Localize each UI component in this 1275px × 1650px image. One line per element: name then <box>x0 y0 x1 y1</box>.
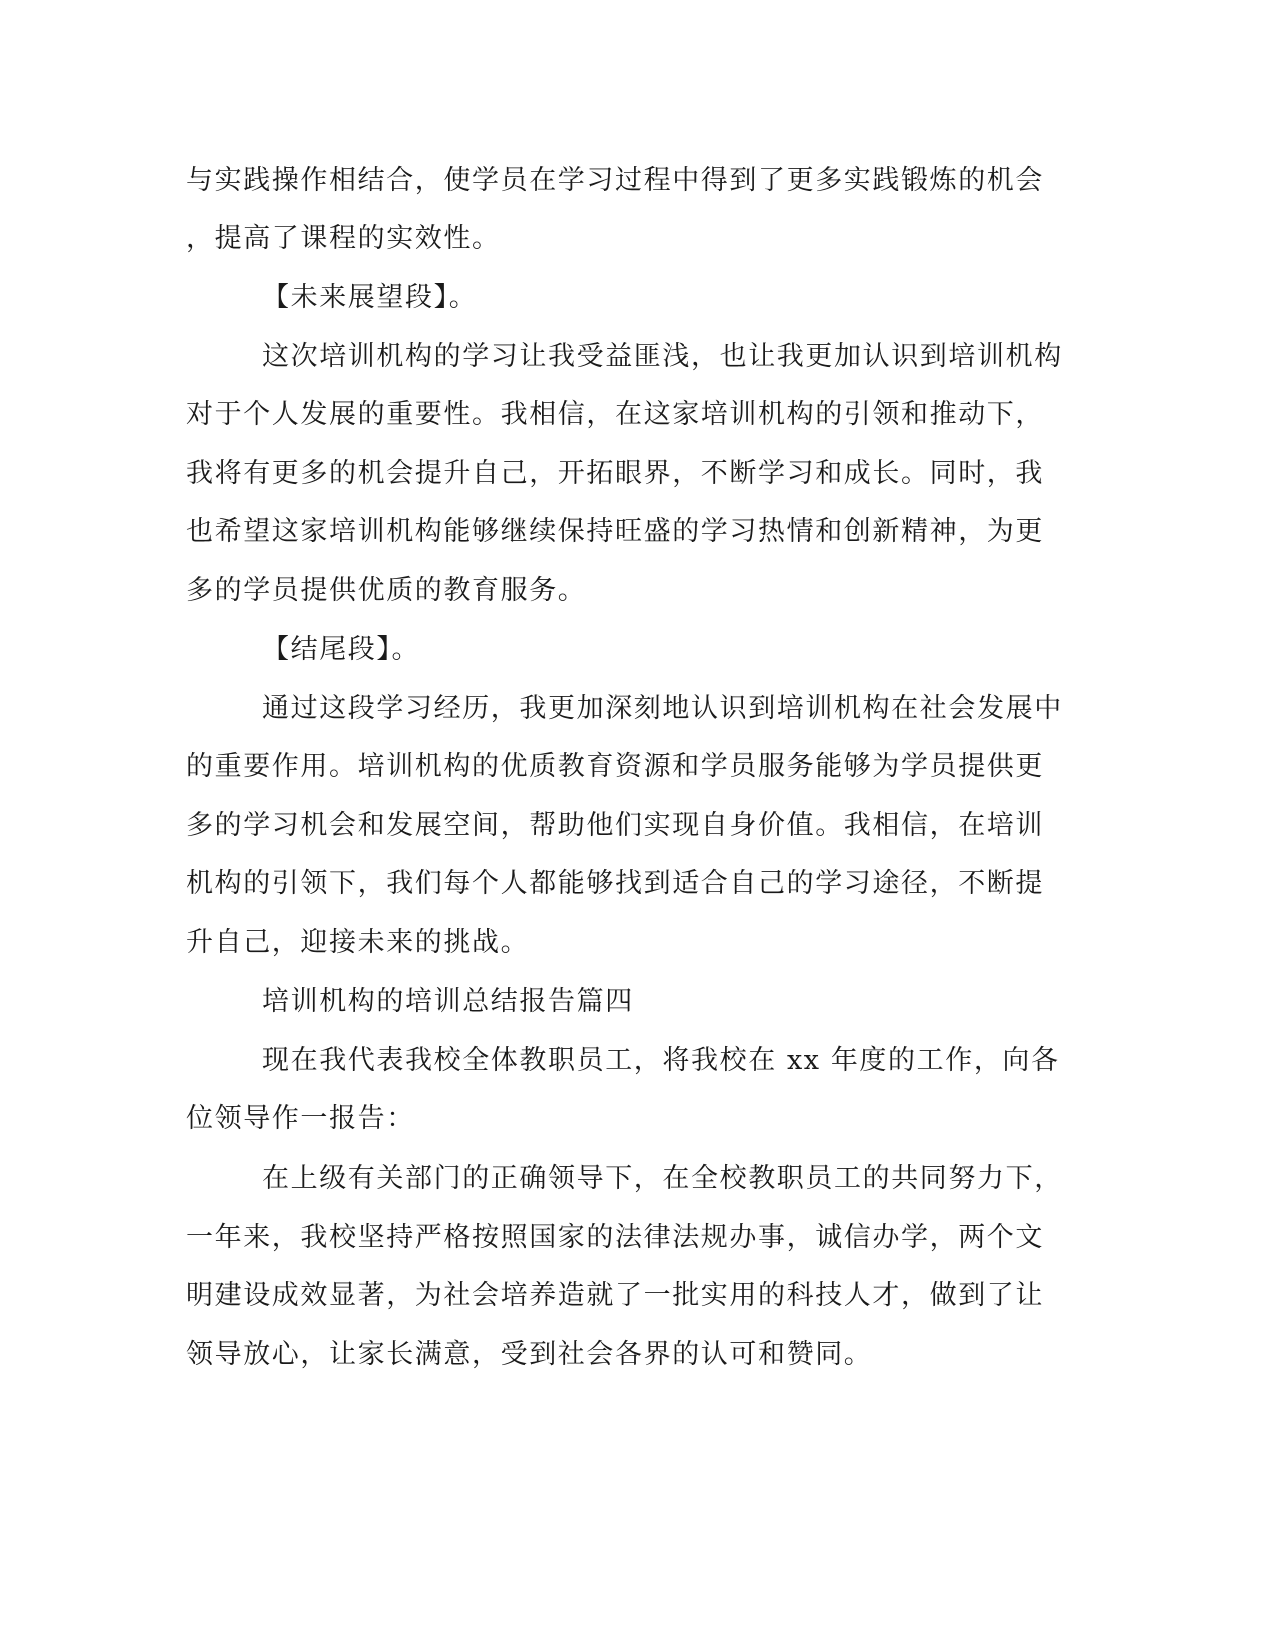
section-heading-future-outlook: 【未来展望段】。 <box>262 282 478 313</box>
paragraph-line: 这次培训机构的学习让我受益匪浅，也让我更加认识到培训机构 <box>262 341 1063 372</box>
paragraph-line: 明建设成效显著，为社会培养造就了一批实用的科技人才，做到了让 <box>186 1280 1044 1311</box>
paragraph-line: 多的学习机会和发展空间，帮助他们实现自身价值。我相信，在培训 <box>186 810 1044 841</box>
paragraph-line: 的重要作用。培训机构的优质教育资源和学员服务能够为学员提供更 <box>186 751 1044 782</box>
paragraph-line: 一年来，我校坚持严格按照国家的法律法规办事，诚信办学，两个文 <box>186 1222 1044 1253</box>
paragraph-line: 位领导作一报告： <box>186 1103 415 1134</box>
paragraph-line: 升自己，迎接未来的挑战。 <box>186 927 530 958</box>
paragraph-line: 通过这段学习经历，我更加深刻地认识到培训机构在社会发展中 <box>262 693 1063 724</box>
report-title: 培训机构的培训总结报告篇四 <box>262 986 634 1017</box>
paragraph-line: 我将有更多的机会提升自己，开拓眼界，不断学习和成长。同时，我 <box>186 458 1044 489</box>
paragraph-line: 机构的引领下，我们每个人都能够找到适合自己的学习途径，不断提 <box>186 868 1044 899</box>
paragraph-line: 与实践操作相结合，使学员在学习过程中得到了更多实践锻炼的机会 <box>186 165 1044 196</box>
paragraph-line: 对于个人发展的重要性。我相信，在这家培训机构的引领和推动下， <box>186 399 1044 430</box>
paragraph-line: 多的学员提供优质的教育服务。 <box>186 575 587 606</box>
paragraph-line: 现在我代表我校全体教职员工，将我校在 xx 年度的工作，向各 <box>262 1045 1060 1076</box>
paragraph-line: 在上级有关部门的正确领导下，在全校教职员工的共同努力下， <box>262 1163 1063 1194</box>
section-heading-closing: 【结尾段】。 <box>262 634 421 665</box>
paragraph-line: 也希望这家培训机构能够继续保持旺盛的学习热情和创新精神，为更 <box>186 516 1044 547</box>
paragraph-line: ，提高了课程的实效性。 <box>186 223 501 254</box>
paragraph-line: 领导放心，让家长满意，受到社会各界的认可和赞同。 <box>186 1339 873 1370</box>
